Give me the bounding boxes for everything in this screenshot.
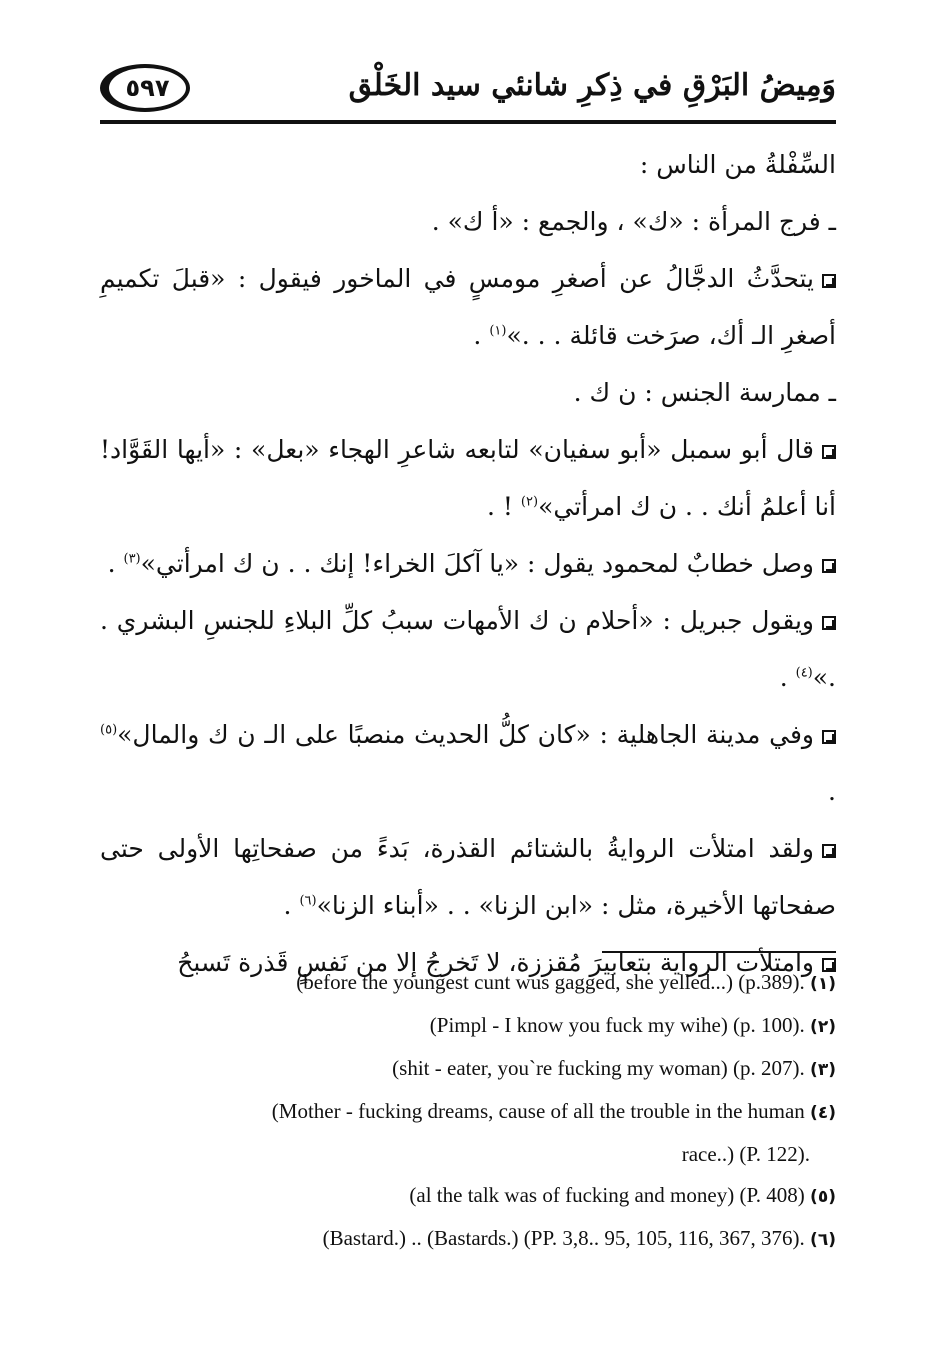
footnote-number: (٥) <box>810 1187 836 1207</box>
book-title: وَمِيضُ البَرْقِ في ذِكرِ شانئي سيد الخَلْق <box>348 68 836 103</box>
footnote-ref: (٤) <box>795 665 813 681</box>
checkbox-bullet-icon <box>822 730 836 744</box>
paragraph: وامتلأت الرواية بتعابيرَ مُقززة، لا تَخرجُ إلا من نَفسٍ قَذرة تَسبحُ <box>100 934 836 991</box>
checkbox-bullet-icon <box>822 559 836 573</box>
paragraph: ـ ممارسة الجنس : ن ك . <box>573 378 836 407</box>
page-number-badge: ٥٩٧ <box>100 64 190 112</box>
footnote-number: (٦) <box>810 1230 836 1250</box>
paragraph: ـ فرج المرأة : «ك» ، والجمع : «أ ك» . <box>431 207 836 236</box>
footnote: (before the youngest cunt wus gagged, she yelled...) (p.389). (١) <box>296 970 836 994</box>
footnote-number: (٤) <box>810 1103 836 1123</box>
running-header <box>100 54 836 128</box>
checkbox-bullet-icon <box>822 445 836 459</box>
main-text <box>100 136 836 991</box>
footnote-ref: (٣) <box>123 551 141 567</box>
footnote-ref: (٢) <box>520 494 539 510</box>
footnote-ref: (١) <box>489 323 507 339</box>
footnote-number: (١) <box>810 974 836 994</box>
footnote-number: (٢) <box>810 1017 836 1037</box>
footnote-ref: (٥) <box>100 722 118 738</box>
paragraph: يتحدَّثُ الدجَّالُ عن أصغرِ مومسٍ في الماخور فيقول : «قبلَ تكميمِ أصغرِ الـ أك، صرَخت قائلة . . .»$^{(١)}$ . <box>100 264 836 350</box>
footnote: (Mother - fucking dreams, cause of all the trouble in the human (٤) <box>271 1099 836 1123</box>
checkbox-bullet-icon <box>822 274 836 288</box>
paragraph: السِّفْلةُ من الناس : <box>639 150 836 179</box>
footnote: (Pimpl - I know you fuck my wihe) (p. 100). (٢) <box>429 1013 836 1037</box>
footnotes <box>100 962 836 1261</box>
footnote-number: (٣) <box>810 1060 836 1080</box>
paragraph: ولقد امتلأت الروايةُ بالشتائم القذرة، بَدءً من صفحاتِها الأولى حتى صفحاتها الأخيرة، مثل : «ابن الزنا» . . «أبناء الزنا»$^{(٦)}$ . <box>100 834 836 920</box>
paragraph: وفي مدينة الجاهلية : «كان كلُّ الحديث منصبًا على الـ ن ك والمال»$^{(٥)}$ . <box>100 720 836 806</box>
paragraph: وصل خطابٌ لمحمود يقول : «يا آكلَ الخراء! إنك . . ن ك امرأتي»$^{(٣)}$ . <box>100 535 836 592</box>
checkbox-bullet-icon <box>822 616 836 630</box>
footnote-separator <box>602 951 836 953</box>
paragraph: قال أبو سمبل «أبو سفيان» لتابعه شاعرِ الهجاء «بعل» : «أيها القَوَّاد! أنا أعلمُ أنك . . ن ك امرأتي»$^{(٢)}$ ! . <box>100 435 836 521</box>
footnote: (al the talk was of fucking and money) (P. 408) (٥) <box>409 1183 836 1207</box>
footnote: (Bastard.) .. (Bastards.) (PP. 3,8.. 95, 105, 116, 367, 376). (٦) <box>322 1226 836 1250</box>
paragraph: ويقول جبريل : «أحلام ن ك الأمهات سببُ كلِّ البلاءِ للجنسِ البشري . .»$^{(٤)}$ . <box>100 606 836 692</box>
checkbox-bullet-icon <box>822 844 836 858</box>
footnote-continuation: race..) (P. 122). <box>681 1142 810 1166</box>
footnote: (shit - eater, you`re fucking my woman) (p. 207). (٣) <box>392 1056 836 1080</box>
header-rule <box>100 120 836 124</box>
footnote-ref: (٦) <box>299 893 317 909</box>
